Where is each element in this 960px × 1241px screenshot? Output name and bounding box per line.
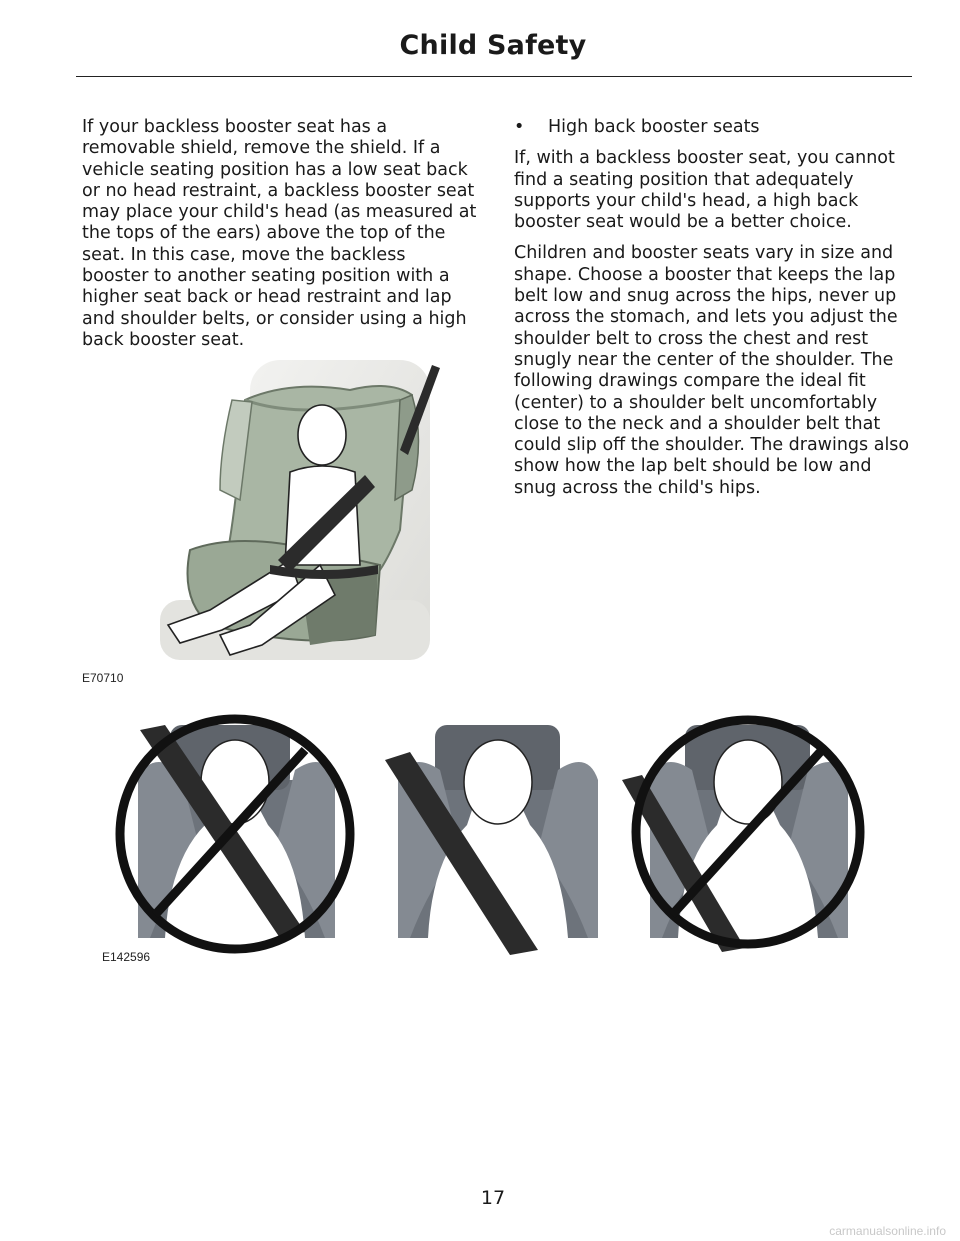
bullet-item — [514, 117, 912, 138]
left-column — [82, 117, 477, 361]
belt-fit-figure-code: E142596 — [102, 950, 151, 964]
belt-fit-comparison-illustration — [110, 710, 880, 960]
header-divider — [76, 76, 912, 77]
booster-seat-illustration — [150, 360, 440, 670]
watermark: carmanualsonline.info — [829, 1224, 946, 1238]
bullet-text: High back booster seats — [548, 117, 760, 137]
fit-comparison-paragraph: Children and booster seats vary in size and shape. Choose a booster that keeps the lap belt low and snug across the hips, never up across the stomach, and lets you adjust the shoulder belt to cross the chest and rest snugly near the center of the shoulder. The following drawings compare the ideal fit (center) to a shoulder belt uncomfortably close to the neck and a shoulder belt that could slip off the shoulder. The drawings also show how the lap belt should be low and snug across the child's hips. — [514, 243, 910, 498]
panel-belt-near-neck — [120, 719, 350, 949]
page-number: 17 — [480, 1187, 506, 1209]
page-title: Child Safety — [399, 30, 587, 61]
child-head — [298, 405, 346, 465]
bullet-mark: • — [514, 117, 525, 137]
panel-belt-off-shoulder — [622, 720, 860, 952]
high-back-paragraph: If, with a backless booster seat, you cannot find a seating position that adequately supports your child's head, a high back booster seat would be a better choice. — [514, 148, 895, 233]
booster-figure-code: E70710 — [82, 671, 124, 685]
panel-correct-fit — [385, 725, 598, 955]
booster-shield-paragraph: If your backless booster seat has a removable shield, remove the shield. If a vehicle seating position has a low seat back or no head restraint, a backless booster seat may place your child's head (as measured at the tops of the ears) above the top of the seat. In this case, move the backless booster to another seating position with a higher seat back or head restraint and lap and shoulder belts, or consider using a high back booster seat. — [82, 117, 477, 350]
right-column — [514, 117, 912, 509]
child-head — [464, 740, 532, 824]
